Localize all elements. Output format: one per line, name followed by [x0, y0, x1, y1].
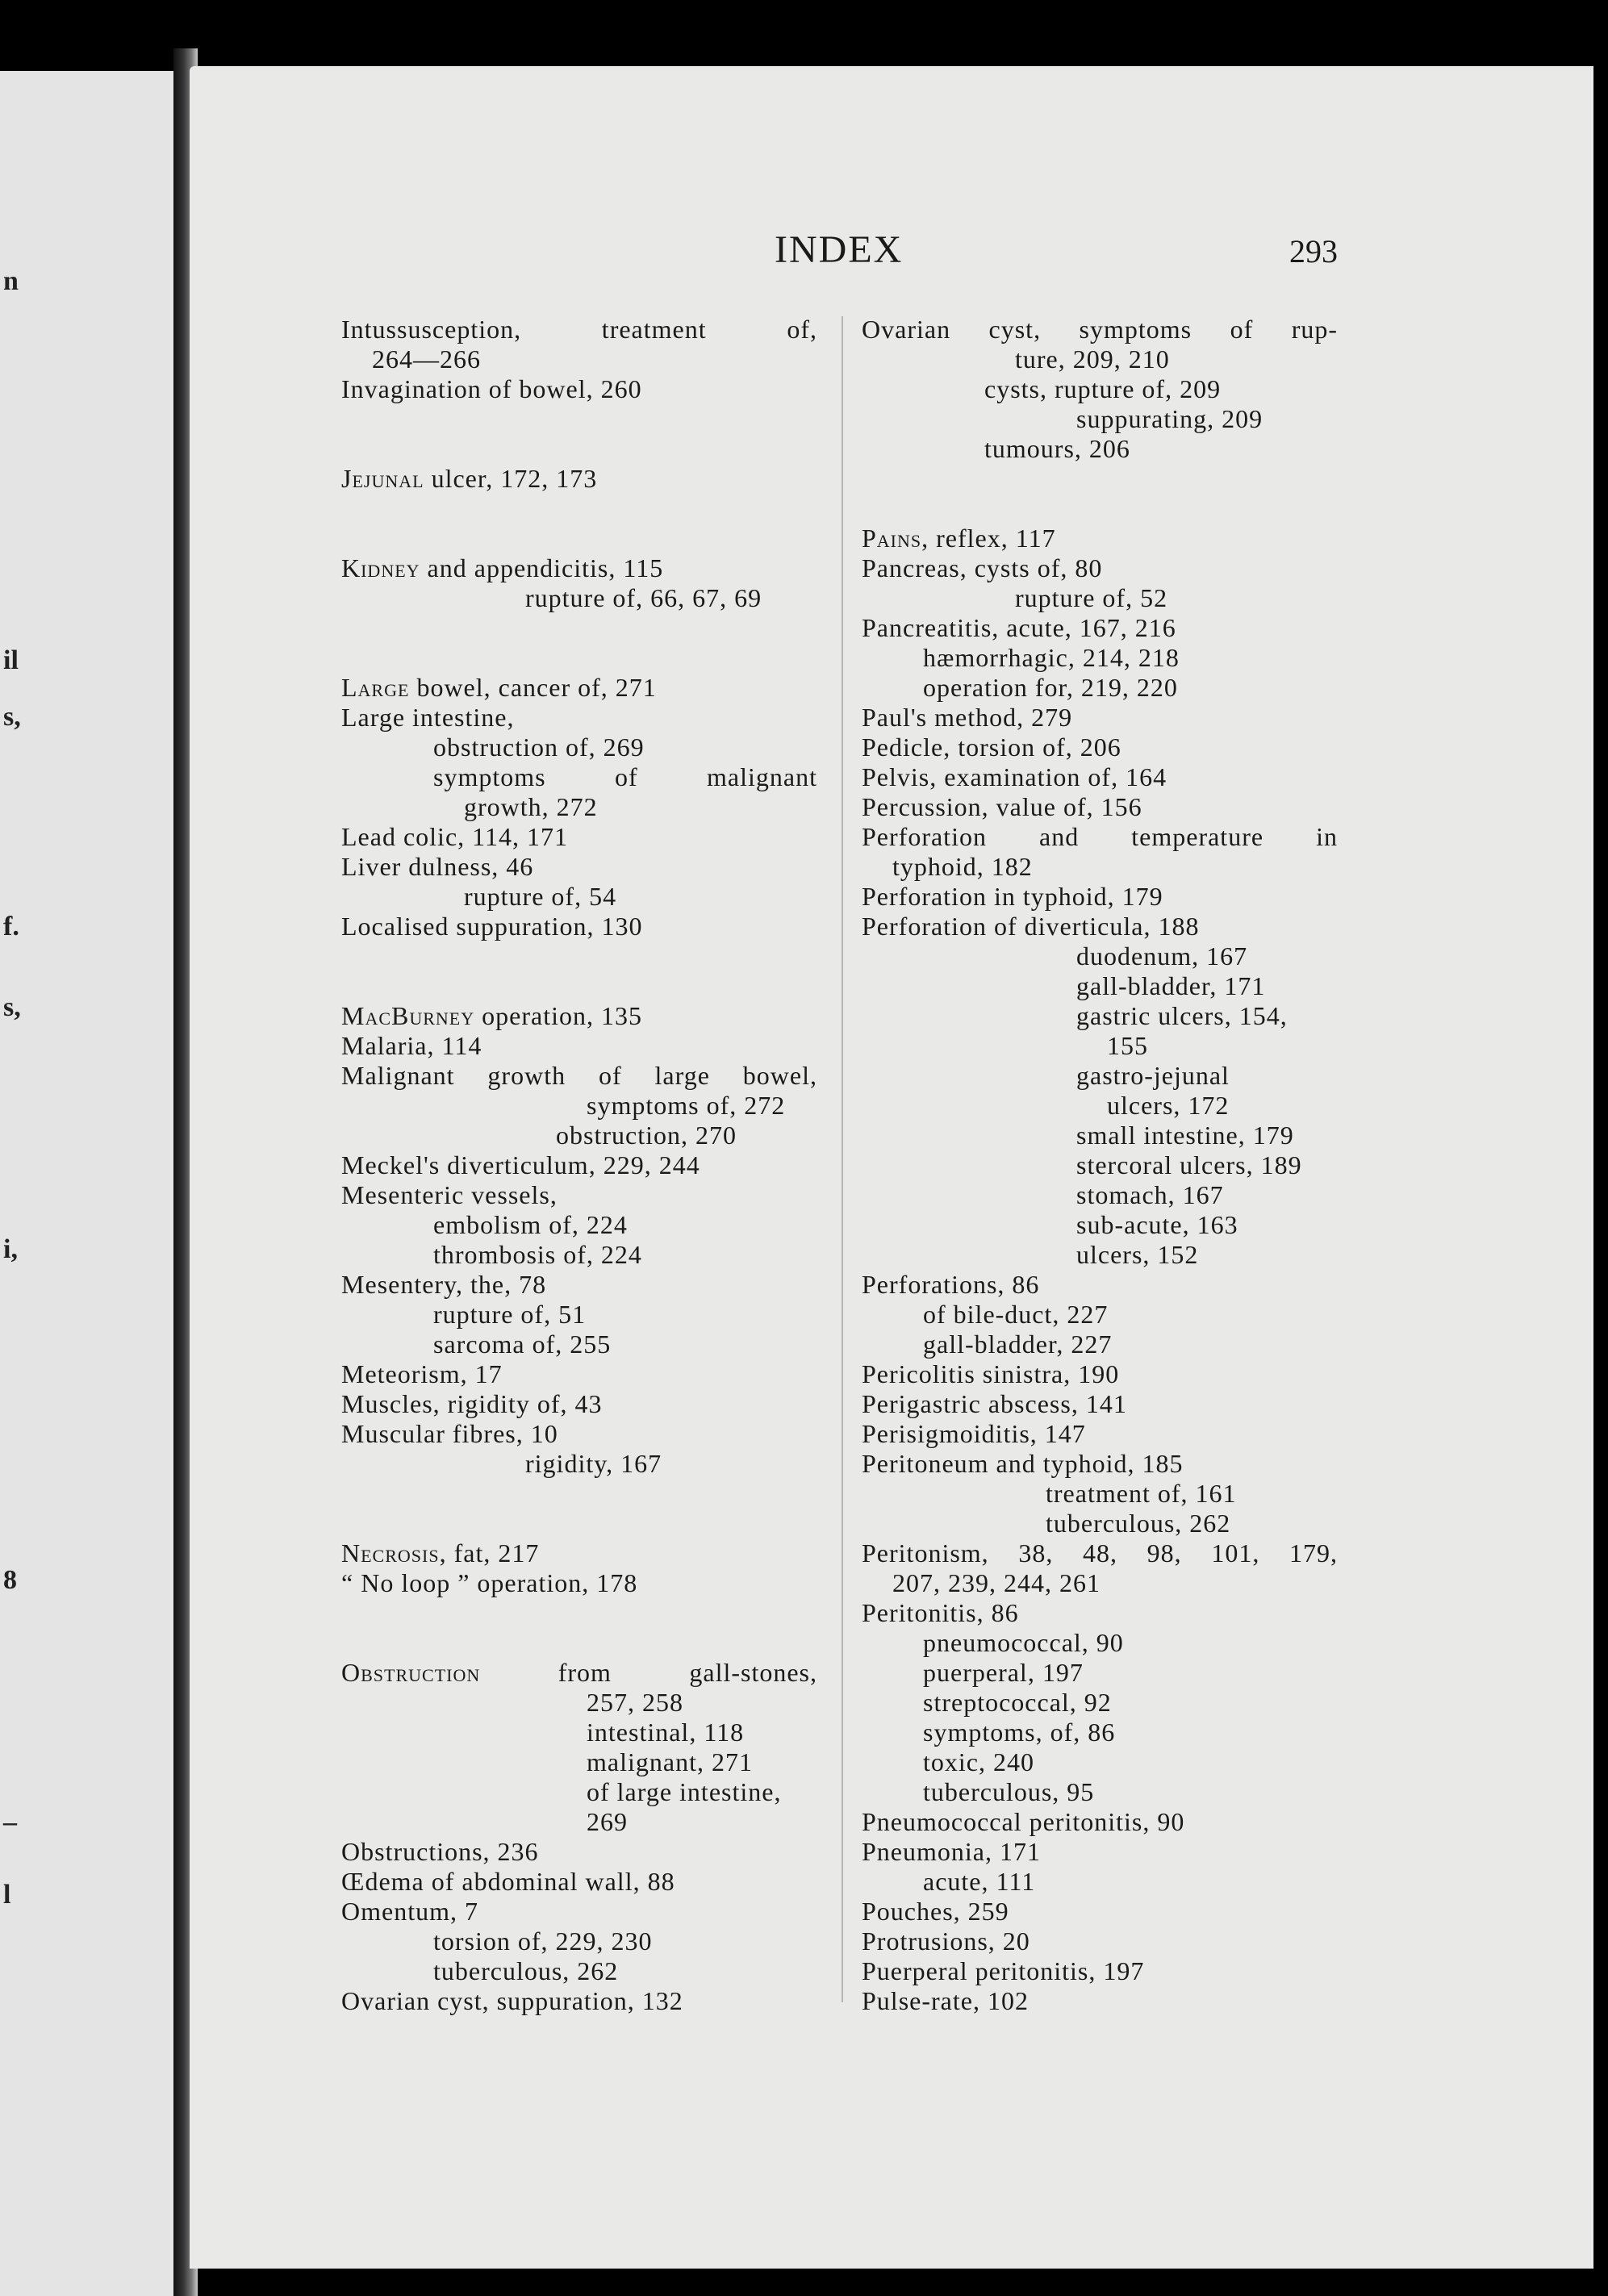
index-entry-text: Puerperal peritonitis, 197 [862, 1956, 1145, 1985]
index-entry [341, 1419, 817, 1449]
index-entry-text: Lead colic, 114, 171 [341, 822, 568, 851]
index-entry-text: Pedicle, torsion of, 206 [862, 733, 1121, 762]
index-entry [862, 912, 1338, 941]
index-entry [341, 822, 817, 852]
index-entry-text: growth, 272 [464, 792, 598, 821]
index-entry-text: Meckel's diverticulum, 229, 244 [341, 1150, 700, 1179]
section-gap [341, 494, 817, 553]
index-entry [862, 1449, 1338, 1479]
index-entry-text: 155 [1107, 1031, 1148, 1060]
index-entry-text: rupture of, 66, 67, 69 [525, 583, 762, 612]
index-entry [341, 1897, 817, 1927]
index-entry-text: Large intestine, [341, 703, 515, 732]
index-entry-text: obstruction of, 269 [433, 733, 645, 762]
index-entry-text: Percussion, value of, 156 [862, 792, 1142, 821]
index-entry-text: , fat, 217 [439, 1538, 540, 1568]
index-entry-text: operation, 135 [474, 1001, 642, 1030]
index-entry [862, 1867, 1338, 1897]
index-entry-text: Liver dulness, 46 [341, 852, 534, 881]
index-entry-text: Intussusception, treatment of, [341, 315, 817, 344]
index-entry [862, 1688, 1338, 1718]
index-entry [341, 882, 817, 912]
index-entry-text: Localised suppuration, 130 [341, 912, 643, 941]
index-entry [862, 1718, 1338, 1747]
index-entry [341, 673, 817, 703]
index-entry [862, 1927, 1338, 1956]
index-entry-text: Pouches, 259 [862, 1897, 1009, 1926]
index-entry [862, 1240, 1338, 1270]
index-entry [862, 1777, 1338, 1807]
column-divider [842, 316, 843, 2002]
index-entry [862, 1031, 1338, 1061]
index-entry-text: Pelvis, examination of, 164 [862, 762, 1167, 791]
previous-page-edge [0, 71, 173, 2296]
index-entry-text: treatment of, 161 [1046, 1479, 1237, 1508]
section-gap [341, 613, 817, 673]
index-entry [341, 1538, 817, 1568]
index-entry-text: bowel, cancer of, 271 [409, 673, 657, 702]
index-entry-text: Mesenteric vessels, [341, 1180, 558, 1209]
previous-page-fragment: – [3, 1807, 17, 1837]
index-entry [341, 1121, 817, 1150]
index-entry-text: Perforation of diverticula, 188 [862, 912, 1200, 941]
index-entry [862, 971, 1338, 1001]
index-entry [341, 583, 817, 613]
index-entry [341, 1867, 817, 1897]
index-entry-text: of large intestine, [587, 1777, 782, 1806]
index-entry-text: tuberculous, 262 [1046, 1509, 1231, 1538]
index-entry [862, 1359, 1338, 1389]
index-entry-text: Peritoneum and typhoid, 185 [862, 1449, 1184, 1478]
index-entry [341, 1688, 817, 1718]
index-entry [862, 1180, 1338, 1210]
index-entry [341, 1718, 817, 1747]
page-number: 293 [1289, 233, 1338, 269]
index-entry-text: Perforation and temperature in [862, 822, 1338, 851]
page-title: INDEX [775, 228, 904, 271]
index-entry [341, 1658, 817, 1688]
index-entry-text: 264—266 [372, 344, 481, 374]
index-entry-text: symptoms, of, 86 [923, 1718, 1116, 1747]
index-entry-text: Obstructions, 236 [341, 1837, 539, 1866]
index-entry [341, 1777, 817, 1807]
index-entry [862, 374, 1338, 404]
index-entry [862, 1658, 1338, 1688]
index-entry-text: 269 [587, 1807, 628, 1836]
index-entry [341, 1031, 817, 1061]
index-entry [862, 1270, 1338, 1300]
index-column-right [862, 315, 1338, 2016]
index-entry [862, 1419, 1338, 1449]
index-entry-text: obstruction, 270 [556, 1121, 737, 1150]
index-entry-text: Ovarian cyst, symptoms of rup- [862, 315, 1338, 344]
index-entry [341, 1747, 817, 1777]
index-entry [862, 583, 1338, 613]
index-entry [341, 703, 817, 733]
index-entry [862, 1956, 1338, 1986]
index-entry-text: gall-bladder, 171 [1076, 971, 1266, 1000]
index-entry [862, 553, 1338, 583]
index-entry-text: gastric ulcers, 154, [1076, 1001, 1288, 1030]
index-entry [341, 1240, 817, 1270]
index-entry-text: tuberculous, 262 [433, 1956, 619, 1985]
index-entry-text: suppurating, 209 [1076, 404, 1263, 433]
index-entry [341, 374, 817, 404]
index-entry-text: gall-bladder, 227 [923, 1330, 1113, 1359]
index-entry-text: cysts, rupture of, 209 [984, 374, 1222, 403]
index-entry-text: tumours, 206 [984, 434, 1130, 463]
previous-page-fragment: f. [3, 912, 19, 941]
index-entry-text: torsion of, 229, 230 [433, 1927, 653, 1956]
index-entry [862, 1210, 1338, 1240]
index-entry [862, 613, 1338, 643]
index-entry [341, 912, 817, 941]
index-entry-text: from gall-stones, [480, 1658, 817, 1687]
section-lead-word: Pains [862, 524, 922, 553]
index-entry [341, 1927, 817, 1956]
index-entry-text: puerperal, 197 [923, 1658, 1084, 1687]
index-entry [862, 1300, 1338, 1330]
index-entry-text: “ No loop ” operation, 178 [341, 1568, 638, 1597]
index-entry [862, 882, 1338, 912]
index-entry [862, 1837, 1338, 1867]
index-entry [341, 464, 817, 494]
index-entry-text: Pulse-rate, 102 [862, 1986, 1029, 2015]
index-entry-text: typhoid, 182 [892, 852, 1033, 881]
index-entry-text: Perforations, 86 [862, 1270, 1040, 1299]
index-entry-text: ture, 209, 210 [1015, 344, 1170, 374]
index-entry-text: 207, 239, 244, 261 [892, 1568, 1101, 1597]
index-entry-text: operation for, 219, 220 [923, 673, 1178, 702]
index-column-left [341, 315, 817, 2016]
index-entry-text: pneumococcal, 90 [923, 1628, 1124, 1657]
previous-page-fragment: il [3, 645, 19, 675]
index-entry-text: streptococcal, 92 [923, 1688, 1112, 1717]
index-entry-text: Pneumonia, 171 [862, 1837, 1041, 1866]
index-entry [862, 1568, 1338, 1598]
index-entry [341, 315, 817, 344]
index-entry [862, 941, 1338, 971]
index-entry [341, 1180, 817, 1210]
index-entry [862, 1121, 1338, 1150]
index-entry [862, 1747, 1338, 1777]
index-entry-text: acute, 111 [923, 1867, 1036, 1896]
index-entry [341, 852, 817, 882]
index-entry-text: ulcers, 172 [1107, 1091, 1230, 1120]
previous-page-fragment: 8 [3, 1565, 17, 1595]
index-entry-text: Malignant growth of large bowel, [341, 1061, 817, 1090]
index-entry [341, 1001, 817, 1031]
index-entry-text: intestinal, 118 [587, 1718, 745, 1747]
index-entry-text: stercoral ulcers, 189 [1076, 1150, 1302, 1179]
index-entry [862, 852, 1338, 882]
index-entry [862, 762, 1338, 792]
index-entry-text: tuberculous, 95 [923, 1777, 1095, 1806]
index-entry [862, 792, 1338, 822]
index-entry [862, 1986, 1338, 2016]
index-entry-text: toxic, 240 [923, 1747, 1034, 1776]
previous-page-fragment: n [3, 266, 19, 296]
index-entry [341, 1150, 817, 1180]
index-entry-text: gastro-jejunal [1076, 1061, 1230, 1090]
section-lead-word: Large [341, 673, 410, 702]
index-entry-text: Pancreas, cysts of, 80 [862, 553, 1103, 582]
index-entry-text: rupture of, 51 [433, 1300, 587, 1329]
index-entry-text: Peritonism, 38, 48, 98, 101, 179, [862, 1538, 1338, 1568]
index-entry [341, 1807, 817, 1837]
previous-page-fragment: s, [3, 992, 21, 1022]
index-entry [862, 434, 1338, 464]
index-entry [862, 673, 1338, 703]
index-entry [862, 1001, 1338, 1031]
index-entry [862, 315, 1338, 344]
index-entry-text: Pneumococcal peritonitis, 90 [862, 1807, 1185, 1836]
index-entry-text: Peritonitis, 86 [862, 1598, 1019, 1627]
index-entry-text: malignant, 271 [587, 1747, 753, 1776]
index-entry-text: duodenum, 167 [1076, 941, 1248, 971]
section-lead-word: Necrosis [341, 1538, 440, 1568]
index-entry [862, 1061, 1338, 1091]
index-entry-text: Pericolitis sinistra, 190 [862, 1359, 1120, 1388]
index-entry-text: Muscles, rigidity of, 43 [341, 1389, 603, 1418]
index-entry [862, 1807, 1338, 1837]
index-entry-text: symptoms of, 272 [587, 1091, 786, 1120]
index-entry [341, 733, 817, 762]
section-lead-word: MacBurney [341, 1001, 475, 1030]
index-entry [862, 703, 1338, 733]
index-entry-text: hæmorrhagic, 214, 218 [923, 643, 1180, 672]
section-lead-word: Obstruction [341, 1658, 481, 1687]
index-entry [341, 1568, 817, 1598]
index-entry [341, 553, 817, 583]
index-entry [862, 733, 1338, 762]
index-entry [862, 1479, 1338, 1509]
index-entry-text: small intestine, 179 [1076, 1121, 1294, 1150]
index-entry-text: 257, 258 [587, 1688, 683, 1717]
index-entry-text: Ovarian cyst, suppuration, 132 [341, 1986, 683, 2015]
index-entry-text: Muscular fibres, 10 [341, 1419, 558, 1448]
index-entry [341, 1837, 817, 1867]
index-entry-text: Malaria, 114 [341, 1031, 482, 1060]
index-entry-text: Pancreatitis, acute, 167, 216 [862, 613, 1176, 642]
index-entry-text: Protrusions, 20 [862, 1927, 1030, 1956]
index-entry-text: thrombosis of, 224 [433, 1240, 642, 1269]
index-entry [341, 1300, 817, 1330]
index-entry-text: rupture of, 54 [464, 882, 617, 911]
section-gap [341, 1479, 817, 1538]
index-entry [341, 792, 817, 822]
index-entry-text: Perisigmoiditis, 147 [862, 1419, 1086, 1448]
index-entry [862, 344, 1338, 374]
index-entry [862, 1598, 1338, 1628]
section-gap [341, 404, 817, 464]
index-entry [862, 524, 1338, 553]
index-entry-text: Perigastric abscess, 141 [862, 1389, 1127, 1418]
index-entry-text: rupture of, 52 [1015, 583, 1168, 612]
index-entry [341, 1210, 817, 1240]
index-entry [341, 1270, 817, 1300]
index-entry [862, 1389, 1338, 1419]
previous-page-fragment: l [3, 1880, 11, 1910]
index-entry-text: , reflex, 117 [921, 524, 1056, 553]
index-entry-text: sarcoma of, 255 [433, 1330, 612, 1359]
index-entry-text: and appendicitis, 115 [420, 553, 664, 582]
index-entry-text: Mesentery, the, 78 [341, 1270, 547, 1299]
index-entry-text: Omentum, 7 [341, 1897, 478, 1926]
section-gap [862, 464, 1338, 524]
index-entry [341, 762, 817, 792]
index-entry [341, 1359, 817, 1389]
index-entry-text: Invagination of bowel, 260 [341, 374, 642, 403]
index-entry [862, 1538, 1338, 1568]
index-entry [862, 1091, 1338, 1121]
index-entry [341, 1956, 817, 1986]
index-entry-text: ulcers, 152 [1076, 1240, 1199, 1269]
index-entry-text: stomach, 167 [1076, 1180, 1224, 1209]
index-entry [862, 1509, 1338, 1538]
index-entry-text: Perforation in typhoid, 179 [862, 882, 1163, 911]
index-entry [862, 1628, 1338, 1658]
index-entry [862, 1150, 1338, 1180]
index-entry [862, 822, 1338, 852]
index-entry-text: ulcer, 172, 173 [424, 464, 598, 493]
index-entry-text: sub-acute, 163 [1076, 1210, 1238, 1239]
index-entry [341, 1061, 817, 1091]
index-entry [341, 1389, 817, 1419]
section-lead-word: Jejunal [341, 464, 424, 493]
index-entry [862, 643, 1338, 673]
previous-page-fragment: i, [3, 1234, 18, 1264]
section-lead-word: Kidney [341, 553, 420, 582]
index-entry [341, 1986, 817, 2016]
index-entry [341, 1449, 817, 1479]
index-entry-text: Paul's method, 279 [862, 703, 1073, 732]
index-entry [341, 1330, 817, 1359]
index-entry-text: Œdema of abdominal wall, 88 [341, 1867, 675, 1896]
index-entry-text: rigidity, 167 [525, 1449, 662, 1478]
index-entry [862, 1330, 1338, 1359]
index-entry-text: symptoms of malignant [433, 762, 817, 791]
index-entry [862, 404, 1338, 434]
index-entry [862, 1897, 1338, 1927]
previous-page-fragment: s, [3, 702, 21, 732]
index-entry-text: of bile-duct, 227 [923, 1300, 1109, 1329]
index-entry [341, 1091, 817, 1121]
index-entry-text: embolism of, 224 [433, 1210, 628, 1239]
index-entry-text: Meteorism, 17 [341, 1359, 503, 1388]
section-gap [341, 1598, 817, 1658]
index-entry [341, 344, 817, 374]
section-gap [341, 941, 817, 1001]
